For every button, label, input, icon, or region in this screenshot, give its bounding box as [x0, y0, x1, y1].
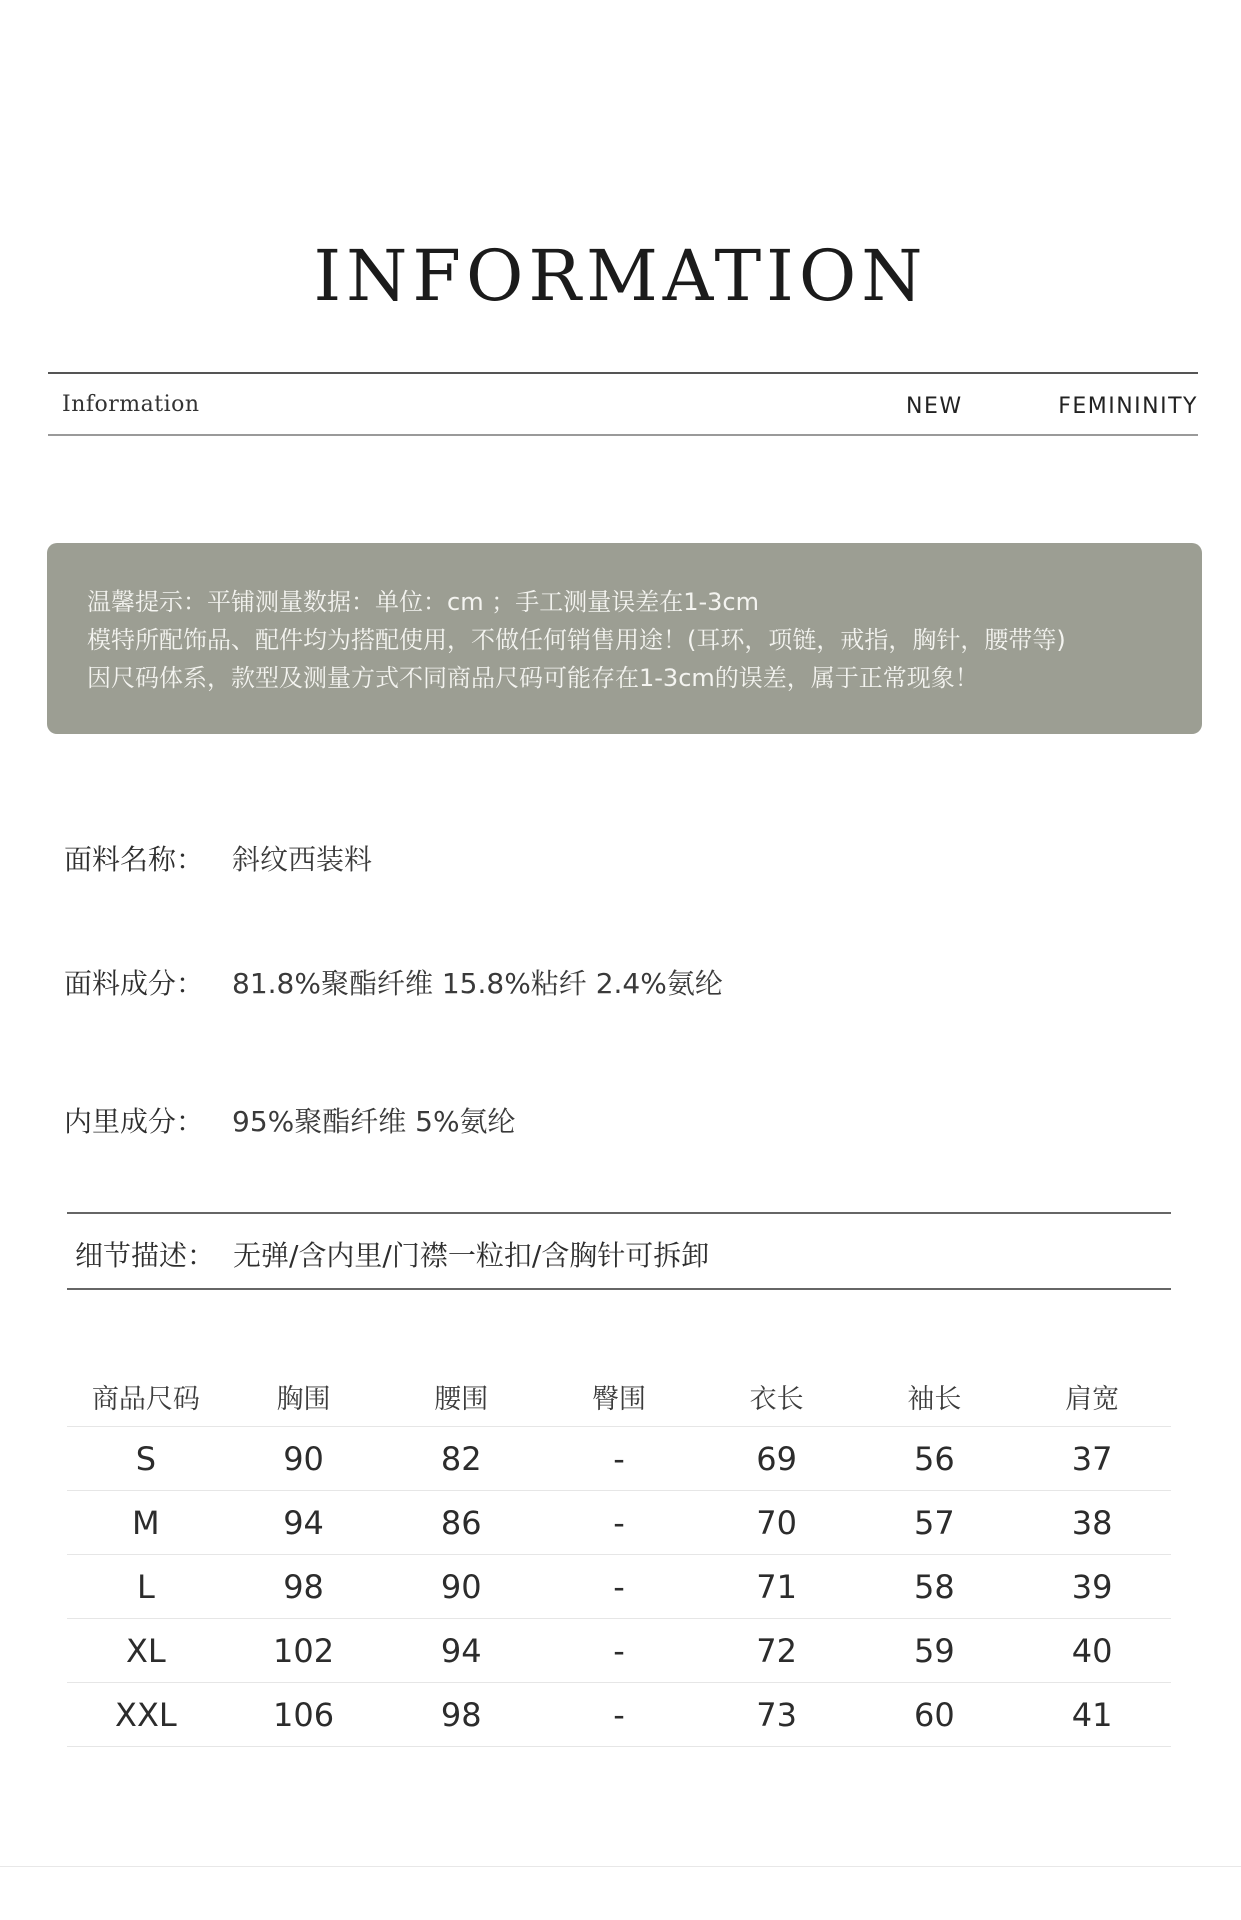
- size-cell: 90: [382, 1555, 540, 1619]
- fabric-composition-row: [64, 962, 723, 1002]
- detail-label: 细节描述：: [75, 1239, 216, 1272]
- notice-line-3: 因尺码体系，款型及测量方式不同商品尺码可能存在1-3cm的误差，属于正常现象！: [87, 664, 979, 692]
- size-cell: 59: [856, 1619, 1014, 1683]
- size-cell: 72: [698, 1619, 856, 1683]
- notice-box: [47, 543, 1202, 734]
- size-table: [67, 1366, 1171, 1747]
- size-header-cell: 臀围: [540, 1366, 698, 1427]
- band-left-label: Information: [62, 392, 200, 417]
- size-cell: 102: [225, 1619, 383, 1683]
- size-cell: 37: [1013, 1427, 1171, 1491]
- info-band: [48, 372, 1198, 436]
- notice-line-1: 温馨提示：平铺测量数据：单位：cm ；手工测量误差在1-3cm: [87, 588, 759, 616]
- size-table-header-row: [67, 1366, 1171, 1427]
- fabric-composition-value: 81.8%聚酯纤维 15.8%粘纤 2.4%氨纶: [232, 967, 723, 1000]
- band-femininity-label: FEMININITY: [1058, 394, 1198, 419]
- size-cell: 90: [225, 1427, 383, 1491]
- size-cell: -: [540, 1555, 698, 1619]
- size-cell: 40: [1013, 1619, 1171, 1683]
- table-row: [67, 1491, 1171, 1555]
- page-title: INFORMATION: [313, 235, 928, 317]
- size-cell: 98: [382, 1683, 540, 1747]
- size-cell: 71: [698, 1555, 856, 1619]
- lining-composition-value: 95%聚酯纤维 5%氨纶: [232, 1105, 516, 1138]
- size-header-cell: 衣长: [698, 1366, 856, 1427]
- size-cell: 106: [225, 1683, 383, 1747]
- fabric-composition-label: 面料成分：: [64, 967, 205, 1000]
- size-header-cell: 腰围: [382, 1366, 540, 1427]
- fabric-name-row: [64, 838, 372, 878]
- size-cell: -: [540, 1491, 698, 1555]
- size-header-cell: 商品尺码: [67, 1366, 225, 1427]
- size-cell: -: [540, 1427, 698, 1491]
- lining-composition-row: [64, 1100, 516, 1140]
- size-cell: XL: [67, 1619, 225, 1683]
- size-cell: 82: [382, 1427, 540, 1491]
- size-header-cell: 袖长: [856, 1366, 1014, 1427]
- size-cell: 98: [225, 1555, 383, 1619]
- size-cell: 39: [1013, 1555, 1171, 1619]
- bottom-divider: [0, 1866, 1241, 1867]
- table-row: [67, 1555, 1171, 1619]
- detail-box: [67, 1212, 1171, 1290]
- size-cell: -: [540, 1683, 698, 1747]
- size-cell: 41: [1013, 1683, 1171, 1747]
- size-cell: 57: [856, 1491, 1014, 1555]
- detail-row: [75, 1234, 709, 1274]
- size-cell: M: [67, 1491, 225, 1555]
- notice-line-2: 模特所配饰品、配件均为搭配使用，不做任何销售用途！(耳环，项链，戒指，胸针，腰带等): [87, 626, 1066, 654]
- table-row: [67, 1427, 1171, 1491]
- size-cell: S: [67, 1427, 225, 1491]
- size-cell: 70: [698, 1491, 856, 1555]
- table-row: [67, 1619, 1171, 1683]
- fabric-name-label: 面料名称：: [64, 843, 205, 876]
- size-cell: 94: [225, 1491, 383, 1555]
- size-cell: 38: [1013, 1491, 1171, 1555]
- size-cell: -: [540, 1619, 698, 1683]
- size-cell: XXL: [67, 1683, 225, 1747]
- fabric-name-value: 斜纹西装料: [232, 843, 373, 876]
- size-cell: 58: [856, 1555, 1014, 1619]
- table-row: [67, 1683, 1171, 1747]
- lining-composition-label: 内里成分：: [64, 1105, 205, 1138]
- size-cell: L: [67, 1555, 225, 1619]
- size-cell: 94: [382, 1619, 540, 1683]
- size-cell: 60: [856, 1683, 1014, 1747]
- size-cell: 73: [698, 1683, 856, 1747]
- size-cell: 56: [856, 1427, 1014, 1491]
- detail-value: 无弹/含内里/门襟一粒扣/含胸针可拆卸: [233, 1239, 710, 1272]
- size-header-cell: 肩宽: [1013, 1366, 1171, 1427]
- size-cell: 86: [382, 1491, 540, 1555]
- band-new-label: NEW: [906, 394, 963, 419]
- size-header-cell: 胸围: [225, 1366, 383, 1427]
- size-cell: 69: [698, 1427, 856, 1491]
